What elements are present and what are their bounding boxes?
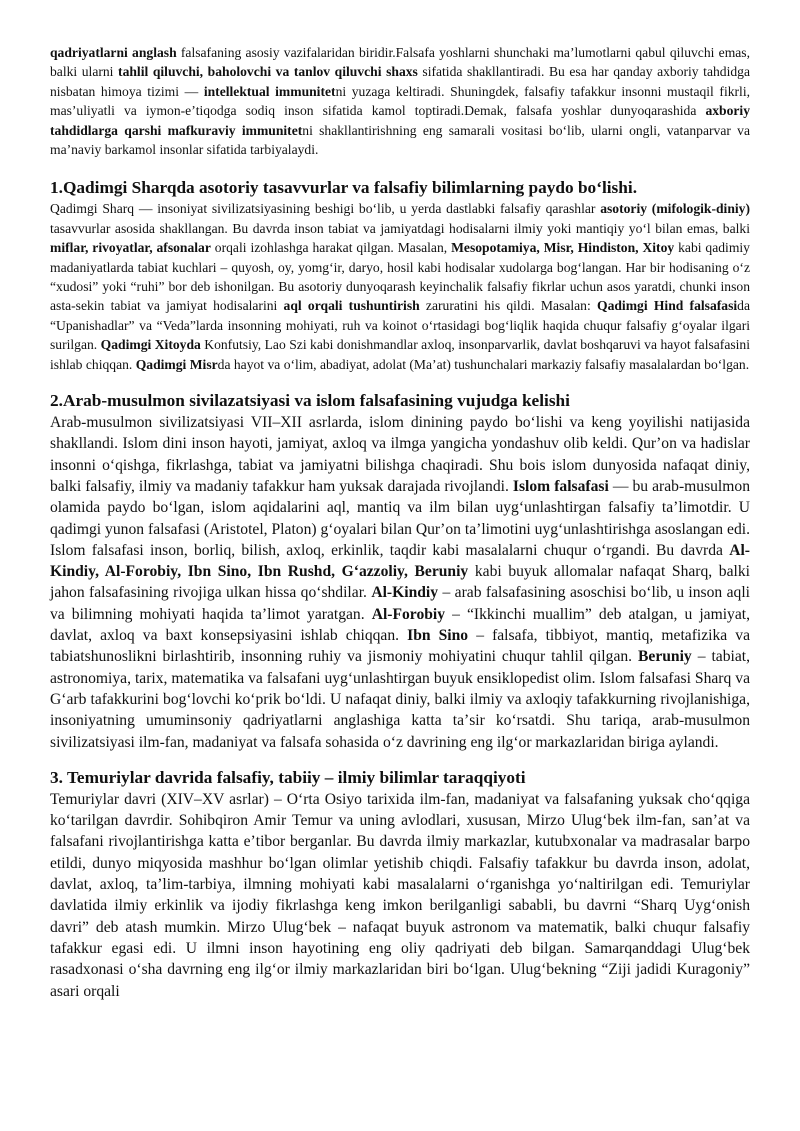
section-1-heading: 1.Qadimgi Sharqda asotoriy tasavvurlar va falsafiy bilimlarning paydo boʻlishi. [50,178,638,198]
text-run: – tabiat, astronomiya, tarix, matematika va falsafani uygʻunlashtirgan buyuk ensiklopedist olim. Islom falsafasi Sharq va Gʻarb tafakkurini bogʻlovchi koʻprik boʻldi. U nafaqat diniy, balki ilmiy va axloqiy tafakkurning rivojlanishiga, insoniyatning umuminsoniy qadriyatlarni anglashiga katta taʼsir koʻrsatdi. Shu tariqa, arab-musulmon sivilizatsiyasi ilm-fan, madaniyat va falsafa sohasida oʻz davrining eng ilgʻor markazlaridan biriga aylandi. [50,648,750,751]
bold-text-run: intellektual immunitet [203,83,336,99]
text-run: Konfutsiy, Lao Szi kabi donishmandlar axloq, insonparvarlik, davlat boshqaruvi va hayot falsafasini ishlab chiqqan. [50,337,750,372]
bold-text-run: axboriy tahdidlarga qarshi mafkuraviy immunitet [50,103,750,138]
intro-paragraph [50,43,750,159]
text-run: da hayot va oʻlim, abadiyat, adolat (Maʼat) tushunchalari markaziy falsafiy masalalardan boʻlgan. [217,356,750,372]
text-run: tasavvurlar asosida shakllangan. Bu davrda inson tabiat va jamiyatdagi hodisalarni ilmiy yoki mantiqiy yoʻl bilan emas, balki [50,220,750,236]
text-run: Arab-musulmon sivilizatsiyasi VII–XII asrlarda, islom dinining paydo boʻlishi va keng yoyilishi natijasida shakllandi. Islom dini inson hayoti, jamiyat, axloq va ilmga yangicha yondashuv olib keldi. Qurʼon va hadislar insonni oʻqishga, fikrlashga, tabiat va jamiyatni bilishga chaqiradi. Shu bois islom dunyosida nafaqat diniy, balki falsafiy, ilmiy va madaniy tafakkur ham yuksak darajada rivojlandi. [50,414,750,495]
bold-text-run: miflar, rivoyatlar, afsonalar [50,240,211,256]
text-run: da “Upanishadlar” va “Veda”larda insonning mohiyati, ruh va koinot oʻrtasidagi bogʻliqlik haqida chuqur falsafiy gʻoyalar ilgari surilgan. [50,298,750,353]
text-run: Qadimgi Sharq — insoniyat sivilizatsiyasining beshigi boʻlib, u yerda dastlabki falsafiy qarashlar [50,201,601,217]
bold-text-run: tahlil qiluvchi, baholovchi va tanlov qiluvchi shaxs [118,64,418,80]
text-run: – falsafa, tibbiyot, mantiq, metafizika va tabiatshunoslikni birlashtirib, insonning ruhiy va jismoniy mohiyatini chuqur tahlil qilgan. [50,627,750,666]
bold-text-run: qadriyatlarni anglash [50,45,177,60]
bold-text-run: Qadimgi Misr [135,356,218,372]
text-run: – arab falsafasining asoschisi boʻlib, u inson aqli va bilimning mohiyati haqida taʼlimot yaratgan. [50,584,750,623]
bold-text-run: aql orqali tushuntirish [283,298,420,314]
text-run: kabi qadimiy madaniyatlarda tabiat kuchlari – quyosh, oy, yomgʻir, daryo, hosil kabi hodisalar xudolarga bogʻlangan. Har bir hodisaning oʻz “xudosi” yoki “ruhi” bor deb ishonilgan. Bu asotoriy dunyoqarash keyinchalik falsafiy fikrlar uchun asos yaratdi, chunki inson asta-sekin tabiat va jamiyat hodisalarini [50,240,750,314]
text-run: orqali izohlashga harakat qilgan. Masalan, [210,240,452,256]
section-2-paragraph [50,412,750,753]
section-3-heading: 3. Temuriylar davrida falsafiy, tabiiy – ilmiy bilimlar taraqqiyoti [50,767,526,787]
text-run: zaruratini his qildi. Masalan: [419,298,597,314]
bold-text-run: Mesopotamiya, Misr, Hindiston, Xitoy [451,240,675,256]
bold-text-run: Qadimgi Hind falsafasi [597,298,738,314]
bold-text-run: Al-Forobiy [371,605,446,623]
text-run: sifatida shakllantiradi. Bu esa har qanday axboriy tahdidga nisbatan himoya tizimi — [50,64,750,99]
text-run: — bu arab-musulmon olamida paydo boʻlgan, islom aqidalarini aql, mantiq va ilm bilan uygʻunlashtirgan falsafiy taʼlimotdir. U qadimgi yunon falsafasi (Aristotel, Platon) gʻoyalari bilan Qurʼon taʼlimotini uygʻunlashtirishga asoslangan edi. Islom falsafasi inson, borliq, bilish, axloq, erkinlik, taqdir kabi masalalarni chuqur oʻrgandi. Bu davrda [50,477,750,559]
text-run: falsafaning asosiy vazifalaridan biridir.Falsafa yoshlarni shunchaki maʼlumotlarni qabul qiluvchi emas, balki ularni [50,45,750,80]
section-1-paragraph [50,199,750,374]
text-run: kabi buyuk allomalar nafaqat Sharq, balki jahon falsafasining rivojiga ulkan hissa qoʻshdilar. [50,563,750,602]
bold-text-run: Al-Kindiy, Al-Forobiy, Ibn Sino, Ibn Rushd, Gʻazzoliy, Beruniy [50,541,750,581]
bold-text-run: asotoriy (mifologik-diniy) [600,201,750,217]
bold-text-run: Al-Kindiy [371,584,439,602]
section-2-heading: 2.Arab-musulmon sivilazatsiyasi va islom falsafasining vujudga kelishi [50,391,570,411]
bold-text-run: Qadimgi Xitoyda [100,337,201,353]
text-run: – “Ikkinchi muallim” deb atalgan, u jamiyat, davlat, axloq va baxt konsepsiyasini ishlab chiqqan. [50,605,750,645]
section-3-paragraph [50,789,750,1002]
text-run: Temuriylar davri (XIV–XV asrlar) – Oʻrta Osiyo tarixida ilm-fan, madaniyat va falsafaning yuksak choʻqqiga koʻtarilgan davrdir. Sohibqiron Amir Temur va uning avlodlari, xususan, Mirzo Ulugʻbek ilm-fan, sanʼat va falsafani rivojlantirishga katta eʼtibor berganlar. Bu davrda ilmiy markazlar, kutubxonalar va madrasalar barpo etildi, dunyo miqyosida mashhur boʻlgan olimlar yetishib chiqdi. Falsafiy tafakkur bu davrda inson, adolat, davlat, axloq, taʼlim-tarbiya, ilmning mohiyati kabi masalalarni oʻrganishga yoʻnaltirilgan edi. Temuriylar davlatida ilmiy erkinlik va ijodiy fikrlashga keng imkon berilganligi sababli, bu davrni “Sharq Uygʻonish davri” deb atash mumkin. Mirzo Ulugʻbek – nafaqat buyuk astronom va matematik, balki chuqur falsafiy tafakkur egasi edi. U ilmni inson hayotining eng oliy qadriyati deb bilgan. Samarqanddagi Ulugʻbek rasadxonasi oʻsha davrning eng ilgʻor ilmiy markazlaridan biri boʻlgan. Ulugʻbekning “Ziji jadidi Kuragoniy” asari orqali [50,790,750,1000]
bold-text-run: Islom falsafasi [512,477,609,495]
text-run: ni yuzaga keltiradi. Shuningdek, falsafiy tafakkur insonni mustaqil fikrli, masʼuliyatli va iymon-eʼtiqodga sodiq inson sifatida kamol toptiradi.Demak, falsafa yoshlar dunyoqarashida [50,83,751,119]
text-run: ni shakllantirishning eng samarali vositasi boʻlib, ularni ongli, vatanparvar va maʼnaviy barkamol insonlar sifatida tarbiyalaydi. [50,122,751,158]
bold-text-run: Beruniy [638,648,692,666]
bold-text-run: Ibn Sino [407,627,469,645]
